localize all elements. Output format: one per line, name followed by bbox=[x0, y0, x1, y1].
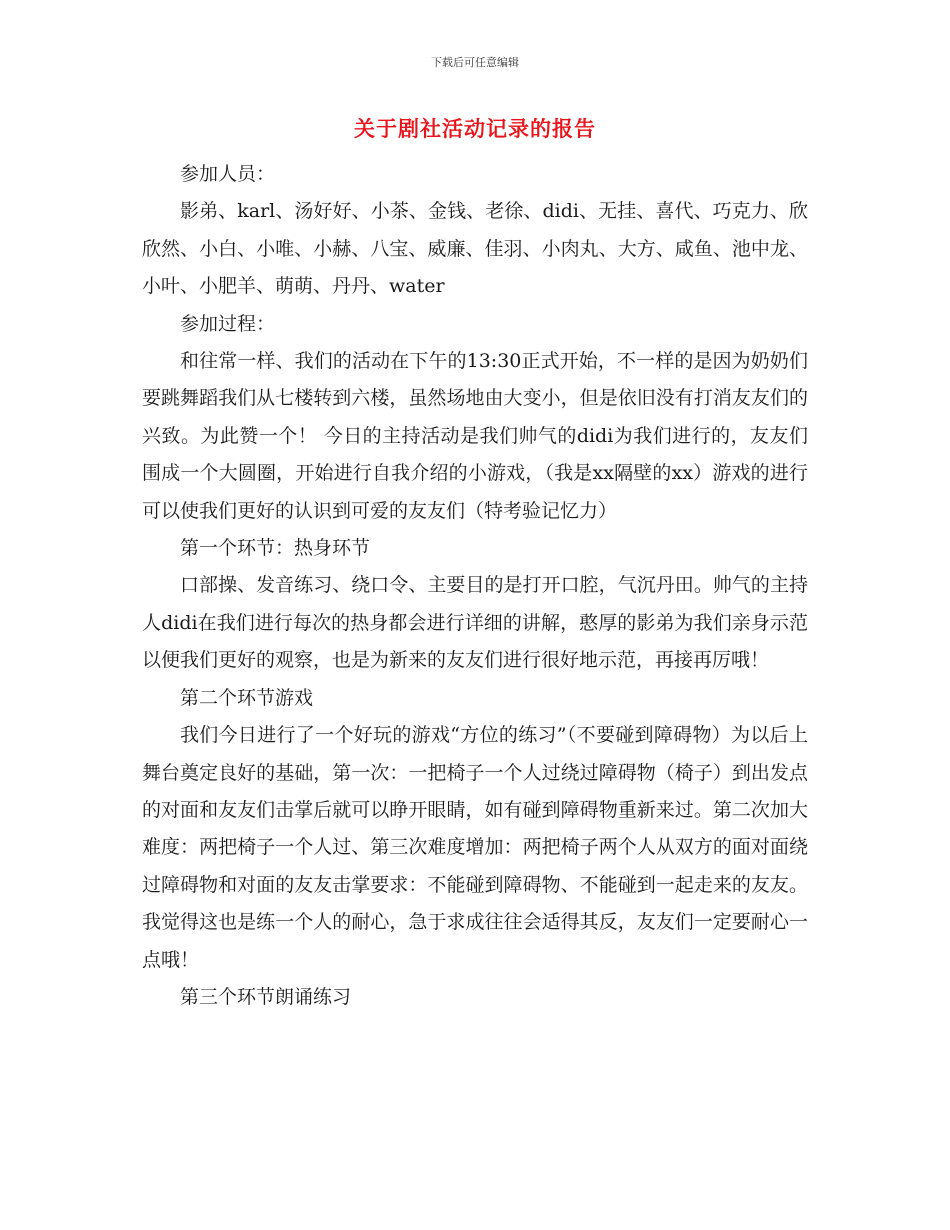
paragraph-process-intro: 和往常一样、我们的活动在下午的13:30正式开始，不一样的是因为奶奶们要跳舞蹈我们从七楼转到六楼，虽然场地由大变小，但是依旧没有打消友友们的兴致。为此赞一个！ 今日的主持活动是我们帅气的didi为我们进行的，友友们围成一个大圆圈，开始进行自我介绍的小游戏，（我是xx隔壁的xx）游戏的进行可以使我们更好的认识到可爱的友友们（特考验记忆力） bbox=[142, 350, 808, 522]
document-title: 关于剧社活动记录的报告 bbox=[354, 116, 596, 141]
paragraph-process-label: 参加过程： bbox=[180, 312, 276, 335]
paragraph-participants-label: 参加人员： bbox=[180, 163, 276, 185]
paragraph-section-2-body: 我们今日进行了一个好玩的游戏“方位的练习”（不要碰到障碍物）为以后上舞台奠定良好的基础，第一次：一把椅子一个人过绕过障碍物（椅子）到出发点的对面和友友们击掌后就可以睁开眼睛，如有碰到障碍物重新来过。第二次加大难度：两把椅子一个人过、第三次难度增加：两把椅子两个人从双方的面对面绕过障碍物和对面的友友击掌要求：不能碰到障碍物、不能碰到一起走来的友友。我觉得这也是练一个人的耐心，急于求成往往会适得其反，友友们一定要耐心一点哦！ bbox=[142, 724, 808, 971]
paragraph-section-1-body: 口部操、发音练习、绕口令、主要目的是打开口腔，气沉丹田。帅气的主持人didi在我们进行每次的热身都会进行详细的讲解，憨厚的影弟为我们亲身示范以便我们更好的观察，也是为新来的友友们进行很好地示范，再接再厉哦！ bbox=[142, 574, 808, 672]
paragraph-participants-list: 影弟、karl、汤好好、小茶、金钱、老徐、didi、无挂、喜代、巧克力、欣欣然、小白、小唯、小赫、八宝、威廉、佳羽、小肉丸、大方、咸鱼、池中龙、小叶、小肥羊、萌萌、丹丹、water bbox=[142, 200, 808, 298]
paragraph-section-3-heading: 第三个环节朗诵练习 bbox=[180, 985, 352, 1008]
header-note: 下载后可任意编辑 bbox=[431, 56, 519, 69]
paragraph-section-2-heading: 第二个环节游戏 bbox=[180, 686, 314, 709]
paragraph-section-1-heading: 第一个环节：热身环节 bbox=[180, 537, 371, 560]
document-body bbox=[142, 156, 808, 1016]
